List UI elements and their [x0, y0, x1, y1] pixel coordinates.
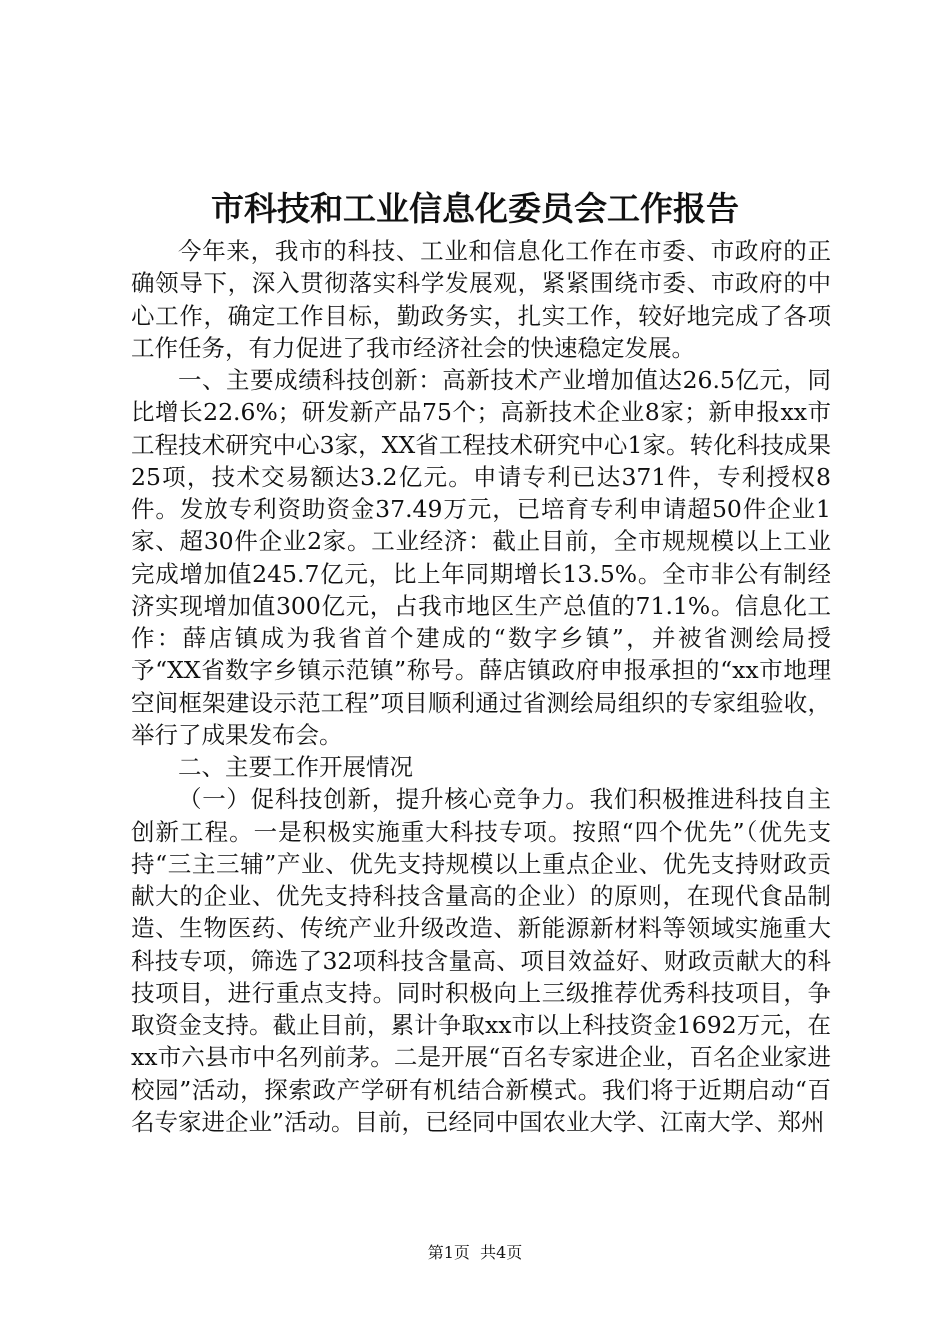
document-body	[131, 235, 831, 1138]
achievements-paragraph: 一、主要成绩科技创新：高新技术产业增加值达26.5亿元，同比增长22.6%；研发新产品75个；高新技术企业8家；新申报xx市工程技术研究中心3家，XX省工程技术研究中心1家。转化科技成果25项，技术交易额达3.2亿元。申请专利已达371件，专利授权8件。发放专利资助资金37.49万元，已培育专利申请超50件企业1家、超30件企业2家。工业经济：截止目前，全市规规模以上工业完成增加值245.7亿元，比上年同期增长13.5%。全市非公有制经济实现增加值300亿元，占我市地区生产总值的71.1%。信息化工作：薛店镇成为我省首个建成的“数字乡镇”，并被省测绘局授予“XX省数字乡镇示范镇”称号。薛店镇政府申报承担的“xx市地理空间框架建设示范工程”项目顺利通过省测绘局组织的专家组验收，举行了成果发布会。	[131, 366, 831, 749]
section-heading: 二、主要工作开展情况	[178, 753, 413, 781]
intro-paragraph: 今年来，我市的科技、工业和信息化工作在市委、市政府的正确领导下，深入贯彻落实科学发展观，紧紧围绕市委、市政府的中心工作，确定工作目标，勤政务实，扎实工作，较好地完成了各项工作任务，有力促进了我市经济社会的快速稳定发展。	[131, 237, 831, 362]
page-footer	[0, 1242, 950, 1264]
page-number: 第1页 共4页	[427, 1243, 523, 1262]
work-details-paragraph: （一）促科技创新，提升核心竞争力。我们积极推进科技自主创新工程。一是积极实施重大科技专项。按照“四个优先”（优先支持“三主三辅”产业、优先支持规模以上重点企业、优先支持财政贡献大的企业、优先支持科技含量高的企业）的原则，在现代食品制造、生物医药、传统产业升级改造、新能源新材料等领域实施重大科技专项，筛选了32项科技含量高、项目效益好、财政贡献大的科技项目，进行重点支持。同时积极向上三级推荐优秀科技项目，争取资金支持。截止目前，累计争取xx市以上科技资金1692万元，在xx市六县市中名列前茅。二是开展“百名专家进企业，百名企业家进校园”活动，探索政产学研有机结合新模式。我们将于近期启动“百名专家进企业”活动。目前，已经同中国农业大学、江南大学、郑州	[131, 785, 831, 1136]
document-title: 市科技和工业信息化委员会工作报告	[211, 189, 739, 228]
